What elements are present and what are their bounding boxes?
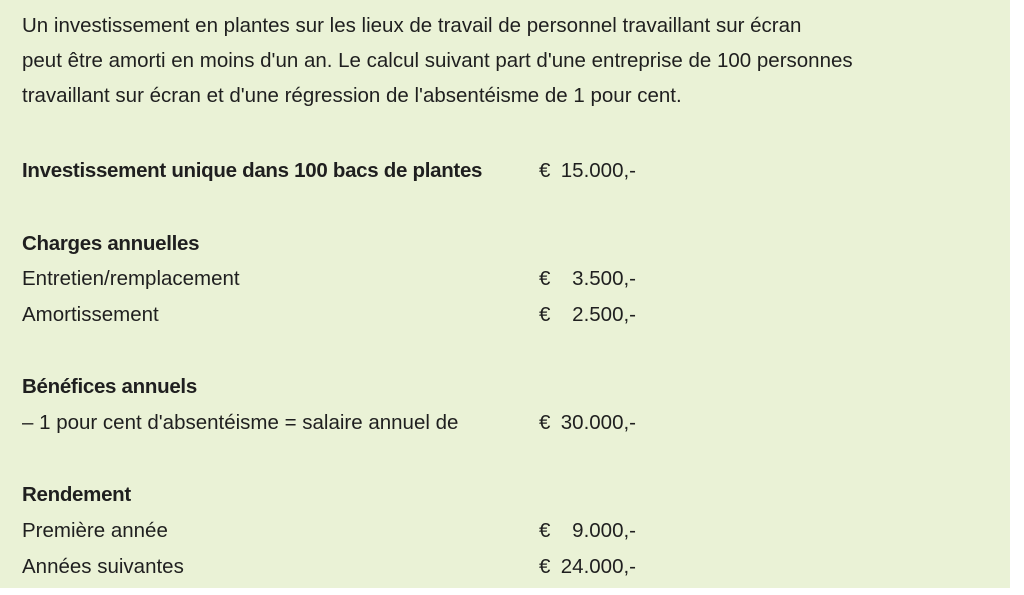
amount-value: 24.000,- xyxy=(560,555,636,578)
benefit-item-amount xyxy=(539,406,636,440)
yield-heading: Rendement xyxy=(22,483,131,506)
yield-item-label: Années suivantes xyxy=(22,555,184,578)
benefit-item-label: – 1 pour cent d'absentéisme = salaire annuel de xyxy=(22,411,459,434)
currency-symbol: € xyxy=(539,411,551,434)
charge-item-amount xyxy=(539,298,636,332)
investment-label: Investissement unique dans 100 bacs de plantes xyxy=(22,159,483,182)
annual-benefits-heading: Bénéfices annuels xyxy=(22,375,197,398)
yield-item-amount xyxy=(539,550,636,584)
currency-symbol: € xyxy=(539,555,551,578)
amount-value: 30.000,- xyxy=(560,411,636,434)
amount-value: 9.000,- xyxy=(572,519,636,542)
intro-paragraph xyxy=(22,8,997,113)
intro-line: travaillant sur écran et d'une régression de l'absentéisme de 1 pour cent. xyxy=(22,84,682,107)
amount-value: 15.000,- xyxy=(560,159,636,182)
amount-value: 2.500,- xyxy=(572,303,636,326)
intro-line: Un investissement en plantes sur les lieux de travail de personnel travaillant sur écran xyxy=(22,14,802,37)
intro-line: peut être amorti en moins d'un an. Le calcul suivant part d'une entreprise de 100 personnes xyxy=(22,49,853,72)
currency-symbol: € xyxy=(539,267,551,290)
yield-item-label: Première année xyxy=(22,519,168,542)
investment-amount xyxy=(539,154,636,188)
charge-item-label: Entretien/remplacement xyxy=(22,267,240,290)
currency-symbol: € xyxy=(539,519,551,542)
currency-symbol: € xyxy=(539,303,551,326)
amount-value: 3.500,- xyxy=(572,267,636,290)
yield-item-amount xyxy=(539,514,636,548)
charge-item-label: Amortissement xyxy=(22,303,159,326)
charge-item-amount xyxy=(539,262,636,296)
annual-charges-heading: Charges annuelles xyxy=(22,232,200,255)
currency-symbol: € xyxy=(539,159,551,182)
